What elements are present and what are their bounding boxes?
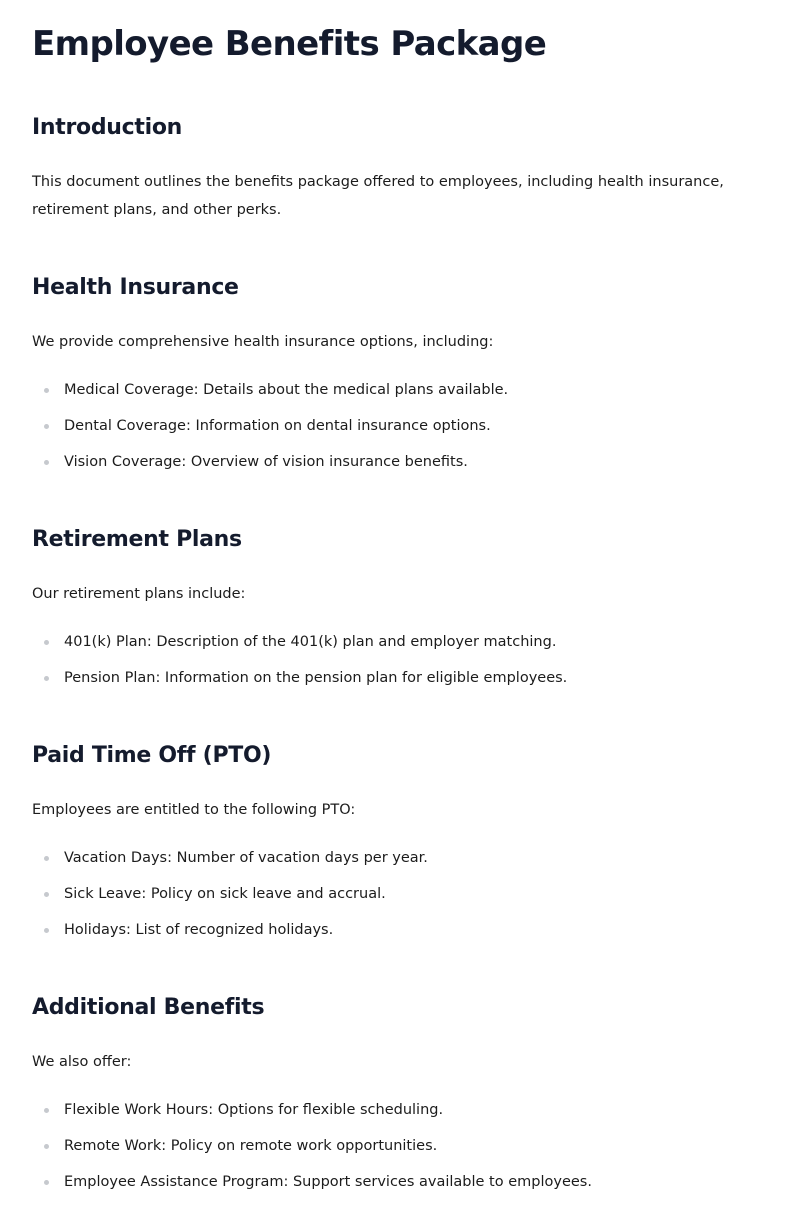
paid-time-off-list [32,848,428,956]
introduction-text: This document outlines the benefits package offered to employees, including health insurance, retirement plans, and other perks. [32,174,724,218]
list-item: Holidays: List of recognized holidays. [32,920,428,956]
list-item: Vacation Days: Number of vacation days per year. [32,848,428,884]
list-item: Dental Coverage: Information on dental insurance options. [32,416,508,452]
health-insurance-text: We provide comprehensive health insurance options, including: [32,334,494,350]
retirement-plans-text: Our retirement plans include: [32,586,246,602]
paid-time-off-text: Employees are entitled to the following PTO: [32,802,356,818]
list-item: Pension Plan: Information on the pension plan for eligible employees. [32,668,567,704]
retirement-plans-list [32,632,567,704]
list-item: Flexible Work Hours: Options for flexible scheduling. [32,1100,592,1136]
section-heading-additional-benefits: Additional Benefits [32,995,265,1020]
additional-benefits-text: We also offer: [32,1054,132,1070]
list-item: 401(k) Plan: Description of the 401(k) plan and employer matching. [32,632,567,668]
list-item: Vision Coverage: Overview of vision insurance benefits. [32,452,508,488]
page-title: Employee Benefits Package [32,24,547,64]
health-insurance-list [32,380,508,488]
section-heading-health-insurance: Health Insurance [32,275,239,300]
list-item: Remote Work: Policy on remote work opportunities. [32,1136,592,1172]
list-item: Employee Assistance Program: Support services available to employees. [32,1172,592,1208]
section-heading-retirement-plans: Retirement Plans [32,527,242,552]
section-heading-paid-time-off: Paid Time Off (PTO) [32,743,272,768]
list-item: Sick Leave: Policy on sick leave and accrual. [32,884,428,920]
section-heading-introduction: Introduction [32,115,183,140]
additional-benefits-list [32,1100,592,1208]
list-item: Medical Coverage: Details about the medical plans available. [32,380,508,416]
